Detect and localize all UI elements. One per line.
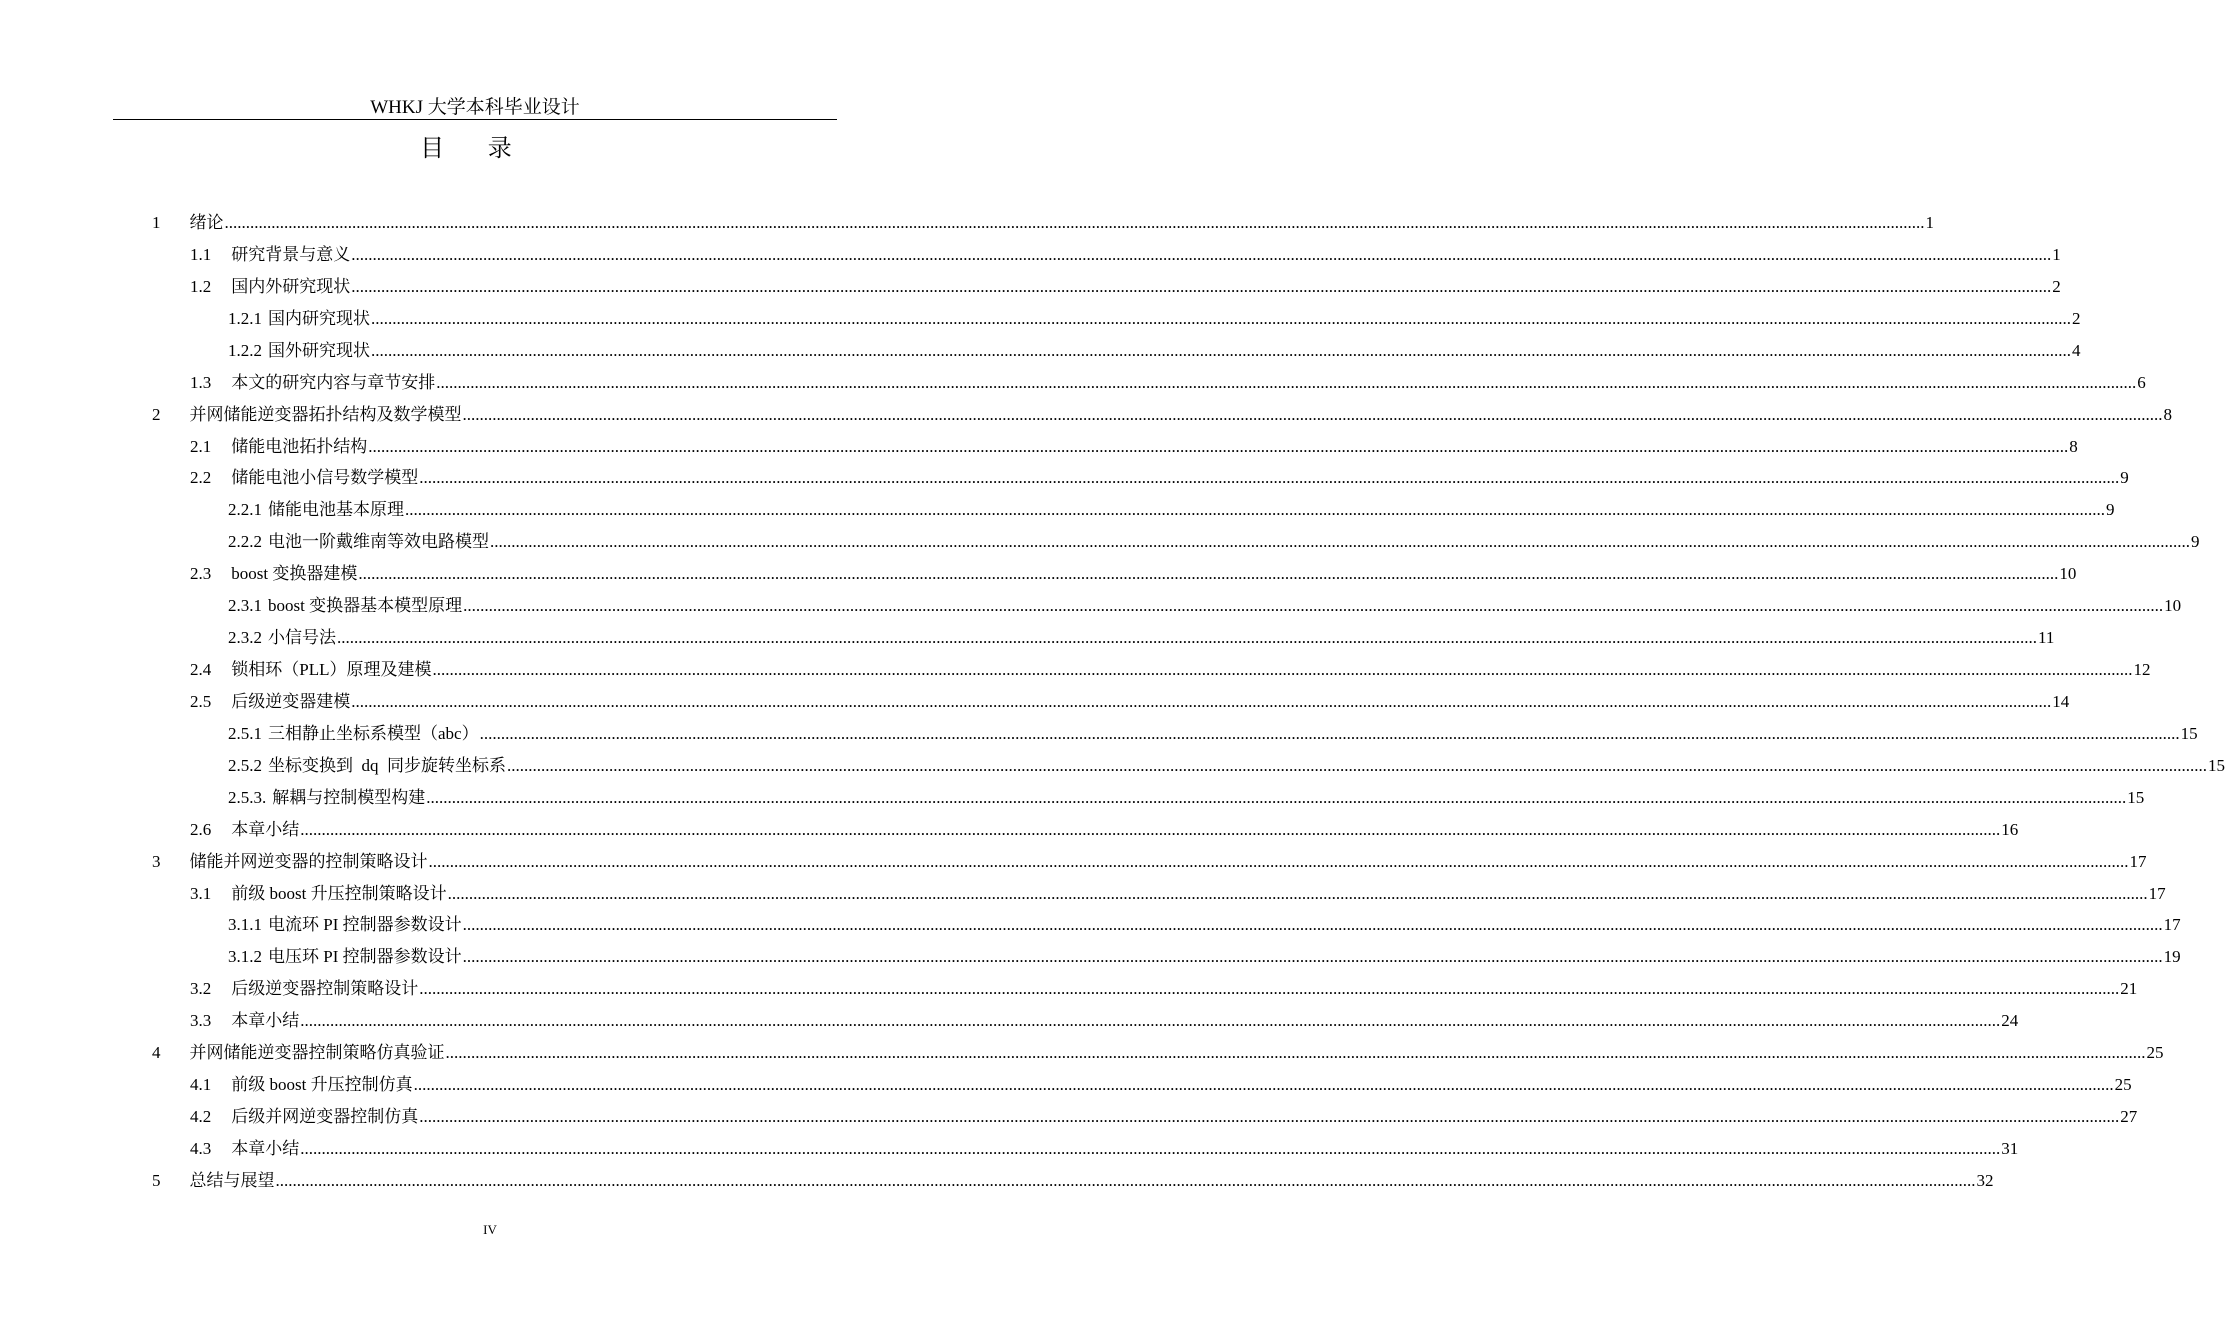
- toc-entry-number: 3.2: [190, 979, 212, 999]
- toc-leader-dots: ................................................................................................................................................................................................................................................................................................................................................................................................................: [432, 660, 2133, 680]
- toc-entry[interactable]: [228, 593, 2182, 619]
- toc-entry-number: 2.2.2: [228, 532, 262, 552]
- toc-entry-number: 4.1: [190, 1075, 212, 1095]
- toc-entry[interactable]: [152, 849, 2147, 875]
- toc-entry-number: 3.3: [190, 1011, 212, 1031]
- toc-entry-number: 4: [152, 1043, 161, 1063]
- toc-leader-dots: ................................................................................................................................................................................................................................................................................................................................................................................................................: [300, 1011, 2001, 1031]
- toc-entry-title: 储能电池拓扑结构: [231, 436, 368, 456]
- toc-entry[interactable]: [190, 1104, 2138, 1130]
- toc-entry-page: 16: [2001, 819, 2019, 839]
- toc-leader-dots: ................................................................................................................................................................................................................................................................................................................................................................................................................: [371, 340, 2071, 360]
- header-divider: [113, 119, 837, 120]
- document-header: WHKJ 大学本科毕业设计: [370, 97, 580, 118]
- toc-entry[interactable]: [152, 210, 1934, 236]
- toc-entry-page: 8: [2163, 404, 2172, 424]
- toc-entry-title: 国内研究现状: [268, 308, 370, 328]
- toc-entry[interactable]: [190, 274, 2061, 300]
- toc-entry-title: 前级 boost 升压控制策略设计: [231, 883, 447, 903]
- toc-entry[interactable]: [228, 625, 2055, 651]
- toc-leader-dots: ................................................................................................................................................................................................................................................................................................................................................................................................................: [371, 308, 2071, 328]
- toc-entry-page: 17: [2129, 851, 2147, 871]
- toc-entry-page: 10: [2059, 564, 2077, 584]
- toc-entry-title: boost 变换器基本模型原理: [268, 596, 463, 616]
- toc-entry-page: 9: [2191, 532, 2200, 552]
- toc-entry-number: 2.5.2: [228, 755, 262, 775]
- toc-entry[interactable]: [228, 306, 2081, 332]
- toc-entry[interactable]: [152, 402, 2172, 428]
- toc-leader-dots: ................................................................................................................................................................................................................................................................................................................................................................................................................: [463, 596, 2164, 616]
- toc-entry-number: 2.6: [190, 819, 212, 839]
- toc-entry-page: 17: [2148, 883, 2166, 903]
- toc-entry-number: 1: [152, 213, 161, 232]
- toc-leader-dots: ................................................................................................................................................................................................................................................................................................................................................................................................................: [275, 1170, 1976, 1190]
- toc-title: 目 录: [420, 134, 530, 162]
- toc-entry-page: 32: [1976, 1170, 1994, 1190]
- toc-leader-dots: ................................................................................................................................................................................................................................................................................................................................................................................................................: [462, 915, 2163, 935]
- toc-leader-dots: ................................................................................................................................................................................................................................................................................................................................................................................................................: [300, 819, 2001, 839]
- toc-entry[interactable]: [190, 1008, 2019, 1034]
- toc-leader-dots: ................................................................................................................................................................................................................................................................................................................................................................................................................: [337, 628, 2037, 648]
- toc-entry[interactable]: [228, 529, 2200, 555]
- toc-leader-dots: ................................................................................................................................................................................................................................................................................................................................................................................................................: [507, 755, 2207, 775]
- toc-leader-dots: ................................................................................................................................................................................................................................................................................................................................................................................................................: [462, 947, 2163, 967]
- toc-entry-title: 储能电池小信号数学模型: [231, 468, 419, 488]
- toc-entry-page: 1: [1925, 213, 1934, 232]
- toc-entry-page: 21: [2120, 979, 2138, 999]
- toc-entry-page: 10: [2164, 596, 2182, 616]
- toc-entry-number: 2.2.1: [228, 500, 262, 520]
- toc-entry-number: 5: [152, 1170, 161, 1190]
- toc-leader-dots: ................................................................................................................................................................................................................................................................................................................................................................................................................: [445, 1043, 2146, 1063]
- toc-entry-title: 电压环 PI 控制器参数设计: [268, 947, 462, 967]
- toc-entry-page: 9: [2120, 468, 2129, 488]
- toc-entry[interactable]: [228, 912, 2181, 938]
- page-number: IV: [483, 1222, 497, 1237]
- toc-entry-page: 15: [2127, 787, 2145, 807]
- toc-leader-dots: ................................................................................................................................................................................................................................................................................................................................................................................................................: [436, 372, 2137, 392]
- toc-leader-dots: ................................................................................................................................................................................................................................................................................................................................................................................................................: [413, 1075, 2114, 1095]
- toc-entry-title: 本章小结: [231, 1011, 300, 1031]
- toc-leader-dots: ................................................................................................................................................................................................................................................................................................................................................................................................................: [419, 979, 2120, 999]
- toc-leader-dots: ................................................................................................................................................................................................................................................................................................................................................................................................................: [419, 1107, 2120, 1127]
- toc-entry-number: 3.1: [190, 883, 212, 903]
- toc-entry-number: 4.3: [190, 1138, 212, 1158]
- toc-entry[interactable]: [190, 561, 2077, 587]
- toc-entry-page: 8: [2069, 436, 2078, 456]
- toc-entry-page: 14: [2052, 691, 2070, 711]
- toc-entry-page: 31: [2001, 1138, 2019, 1158]
- toc-entry-title: 本章小结: [231, 819, 300, 839]
- toc-entry[interactable]: [228, 721, 2198, 747]
- toc-entry-title: 三相静止坐标系模型（abc）: [268, 723, 479, 743]
- toc-entry[interactable]: [228, 338, 2081, 364]
- toc-leader-dots: ................................................................................................................................................................................................................................................................................................................................................................................................................: [300, 1138, 2001, 1158]
- toc-entry-title: boost 变换器建模: [231, 564, 358, 584]
- toc-entry[interactable]: [190, 434, 2078, 460]
- toc-entry-title: 国外研究现状: [268, 340, 370, 360]
- toc-entry-title: 本文的研究内容与章节安排: [231, 372, 436, 392]
- toc-entry-number: 2.5.3.: [228, 787, 267, 807]
- toc-entry-page: 25: [2146, 1043, 2164, 1063]
- toc-entry-number: 2.4: [190, 660, 212, 680]
- toc-entry-page: 27: [2120, 1107, 2138, 1127]
- toc-entry-title: 国内外研究现状: [231, 276, 351, 296]
- toc-leader-dots: ................................................................................................................................................................................................................................................................................................................................................................................................................: [426, 787, 2127, 807]
- toc-entry-number: 4.2: [190, 1107, 212, 1127]
- toc-entry-title: 储能并网逆变器的控制策略设计: [189, 851, 428, 871]
- toc-entry-page: 6: [2137, 372, 2146, 392]
- toc-entry[interactable]: [152, 1040, 2164, 1066]
- toc-entry-page: 15: [2208, 755, 2225, 775]
- toc-entry-number: 2.5: [190, 691, 212, 711]
- toc-entry-number: 2.3.2: [228, 628, 262, 648]
- toc-entry-title: 小信号法: [268, 628, 336, 648]
- toc-entry-title: 后级并网逆变器控制仿真: [231, 1107, 419, 1127]
- toc-entry-title: 并网储能逆变器控制策略仿真验证: [189, 1043, 445, 1063]
- toc-entry-number: 3.1.2: [228, 947, 262, 967]
- toc-entry-title: 本章小结: [231, 1138, 300, 1158]
- toc-entry-number: 1.3: [190, 372, 212, 392]
- toc-entry-title: 前级 boost 升压控制仿真: [231, 1075, 413, 1095]
- toc-entry-page: 1: [2052, 244, 2061, 264]
- toc-entry-title: 锁相环（PLL）原理及建模: [231, 660, 432, 680]
- toc-entry[interactable]: [228, 753, 2225, 779]
- toc-entry-title: 后级逆变器建模: [231, 691, 351, 711]
- toc-entry[interactable]: [190, 689, 2070, 715]
- toc-entry-page: 2: [2052, 276, 2061, 296]
- toc-entry[interactable]: [190, 370, 2146, 396]
- toc-entry-number: 1.1: [190, 244, 212, 264]
- toc-leader-dots: ................................................................................................................................................................................................................................................................................................................................................................................................................: [358, 564, 2059, 584]
- toc-leader-dots: ................................................................................................................................................................................................................................................................................................................................................................................................................: [462, 404, 2163, 424]
- toc-entry-title: 总结与展望: [189, 1170, 275, 1190]
- toc-entry-page: 2: [2072, 308, 2081, 328]
- toc-leader-dots: ................................................................................................................................................................................................................................................................................................................................................................................................................: [405, 500, 2105, 520]
- toc-entry[interactable]: [228, 944, 2181, 970]
- toc-entry[interactable]: [190, 817, 2019, 843]
- toc-entry-title: 并网储能逆变器拓扑结构及数学模型: [189, 404, 462, 424]
- toc-entry-number: 2.3.1: [228, 596, 262, 616]
- toc-entry[interactable]: [190, 881, 2166, 907]
- toc-entry-title: 绪论: [189, 213, 224, 232]
- toc-entry-title: 坐标变换到 dq 同步旋转坐标系: [268, 755, 506, 775]
- toc-entry-title: 电流环 PI 控制器参数设计: [268, 915, 462, 935]
- toc-leader-dots: ................................................................................................................................................................................................................................................................................................................................................................................................................: [428, 851, 2129, 871]
- toc-entry-page: 19: [2163, 947, 2181, 967]
- toc-leader-dots: ................................................................................................................................................................................................................................................................................................................................................................................................................: [447, 883, 2148, 903]
- toc-leader-dots: ................................................................................................................................................................................................................................................................................................................................................................................................................: [351, 276, 2052, 296]
- toc-entry-number: 3.1.1: [228, 915, 262, 935]
- toc-entry-number: 1.2.2: [228, 340, 262, 360]
- toc-entry-number: 1.2.1: [228, 308, 262, 328]
- toc-entry-number: 3: [152, 851, 161, 871]
- toc-entry-number: 2.1: [190, 436, 212, 456]
- toc-entry-page: 17: [2163, 915, 2181, 935]
- toc-entry-number: 2.5.1: [228, 723, 262, 743]
- toc-entry-title: 解耦与控制模型构建: [272, 787, 426, 807]
- toc-entry-page: 9: [2106, 500, 2115, 520]
- toc-entry-title: 后级逆变器控制策略设计: [231, 979, 419, 999]
- toc-entry-number: 2.2: [190, 468, 212, 488]
- toc-leader-dots: ................................................................................................................................................................................................................................................................................................................................................................................................................: [479, 723, 2180, 743]
- toc-entry[interactable]: [152, 1168, 1994, 1194]
- toc-leader-dots: ................................................................................................................................................................................................................................................................................................................................................................................................................: [351, 691, 2052, 711]
- toc-entry-title: 储能电池基本原理: [268, 500, 404, 520]
- toc-entry-number: 2.3: [190, 564, 212, 584]
- toc-entry-page: 15: [2180, 723, 2198, 743]
- toc-entry[interactable]: [190, 242, 2061, 268]
- toc-entry[interactable]: [190, 1136, 2019, 1162]
- toc-leader-dots: ................................................................................................................................................................................................................................................................................................................................................................................................................: [490, 532, 2190, 552]
- toc-entry-title: 研究背景与意义: [231, 244, 351, 264]
- toc-entry-page: 25: [2114, 1075, 2132, 1095]
- toc-leader-dots: ................................................................................................................................................................................................................................................................................................................................................................................................................: [351, 244, 2052, 264]
- toc-entry[interactable]: [228, 497, 2115, 523]
- toc-entry-page: 11: [2038, 628, 2055, 648]
- toc-entry-page: 24: [2001, 1011, 2019, 1031]
- toc-entry[interactable]: [190, 465, 2129, 491]
- toc-entry[interactable]: [228, 785, 2145, 811]
- toc-leader-dots: ................................................................................................................................................................................................................................................................................................................................................................................................................: [224, 213, 1925, 232]
- toc-entry[interactable]: [190, 657, 2151, 683]
- toc-entry-title: 电池一阶戴维南等效电路模型: [268, 532, 489, 552]
- toc-entry-number: 2: [152, 404, 161, 424]
- toc-entry[interactable]: [190, 976, 2138, 1002]
- toc-entry-number: 1.2: [190, 276, 212, 296]
- toc-entry-page: 12: [2133, 660, 2151, 680]
- toc-leader-dots: ................................................................................................................................................................................................................................................................................................................................................................................................................: [419, 468, 2120, 488]
- toc-leader-dots: ................................................................................................................................................................................................................................................................................................................................................................................................................: [368, 436, 2069, 456]
- toc-entry-page: 4: [2072, 340, 2081, 360]
- toc-entry[interactable]: [190, 1072, 2132, 1098]
